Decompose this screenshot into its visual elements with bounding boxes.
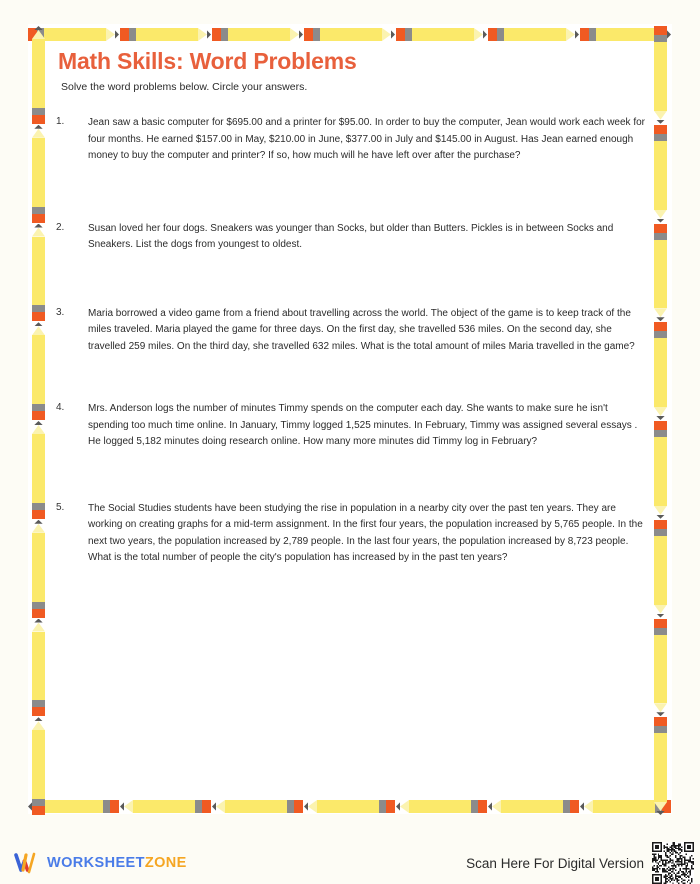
problem-number: 5. [56, 501, 65, 513]
qr-code-icon[interactable] [652, 842, 694, 884]
worksheet-zone-logo[interactable] [14, 852, 187, 874]
problem-item [56, 306, 650, 356]
page-title: Math Skills: Word Problems [58, 48, 357, 74]
problem-text: The Social Studies students have been studying the rise in population in a nearby city over the past ten years. They are working on creating graphs for a mid-term assignment. In the first four years, the population increased by 5,765 people. In the next two years, the population increased by 2,789 people. In the last four years, the population increased by 8,723 people. What is the total number of people the city's population has increased by in the past ten years? [88, 502, 643, 563]
problem-number: 4. [56, 402, 65, 413]
problem-item [56, 221, 650, 254]
problem-number: 1. [56, 116, 65, 127]
problem-item [56, 401, 650, 451]
problem-list [56, 115, 650, 567]
logo-text [47, 855, 187, 871]
logo-word-worksheet: WORKSHEET [47, 855, 145, 871]
logo-mark-icon [14, 852, 40, 874]
problem-text: Mrs. Anderson logs the number of minutes Timmy spends on the computer each day. She wants to make sure he isn't spending too much time online. In January, Timmy logged 1,525 minutes. In February, Timmy was assigned several essays . He logged 5,182 minutes doing research online. How many more minutes did Timmy log in February? [88, 403, 638, 447]
problem-number: 2. [56, 221, 65, 233]
scan-label: Scan Here For Digital Version [466, 855, 644, 871]
page-subtitle: Solve the word problems below. Circle your answers. [61, 81, 308, 93]
scan-section [466, 842, 694, 884]
logo-word-zone: ZONE [144, 855, 187, 871]
problem-item [56, 501, 650, 567]
problem-number: 3. [56, 306, 65, 318]
problem-text: Jean saw a basic computer for $695.00 and a printer for $95.00. In order to buy the computer, Jean would work each week for four months. He earned $157.00 in May, $210.00 in June, $377.00 in July and $145.00 in August. Has Jean earned enough money to buy the computer and printer? If so, how much will he have left over after the purchase? [88, 117, 645, 161]
problem-text: Susan loved her four dogs. Sneakers was younger than Socks, but older than Butters. Pickles is in between Socks and Sneakers. List the dogs from youngest to oldest. [88, 222, 614, 250]
problem-item [56, 115, 650, 165]
problem-text: Maria borrowed a video game from a friend about travelling across the world. The object of the game is to keep track of the miles traveled. Maria played the game for three days. On the first day, she travelled 536 miles. On the second day, she travelled 259 miles. On the third day, she travelled 632 miles. What is the total amount of miles Maria travelled in the game? [88, 307, 635, 352]
page-footer [0, 830, 700, 884]
worksheet-content [56, 48, 650, 567]
